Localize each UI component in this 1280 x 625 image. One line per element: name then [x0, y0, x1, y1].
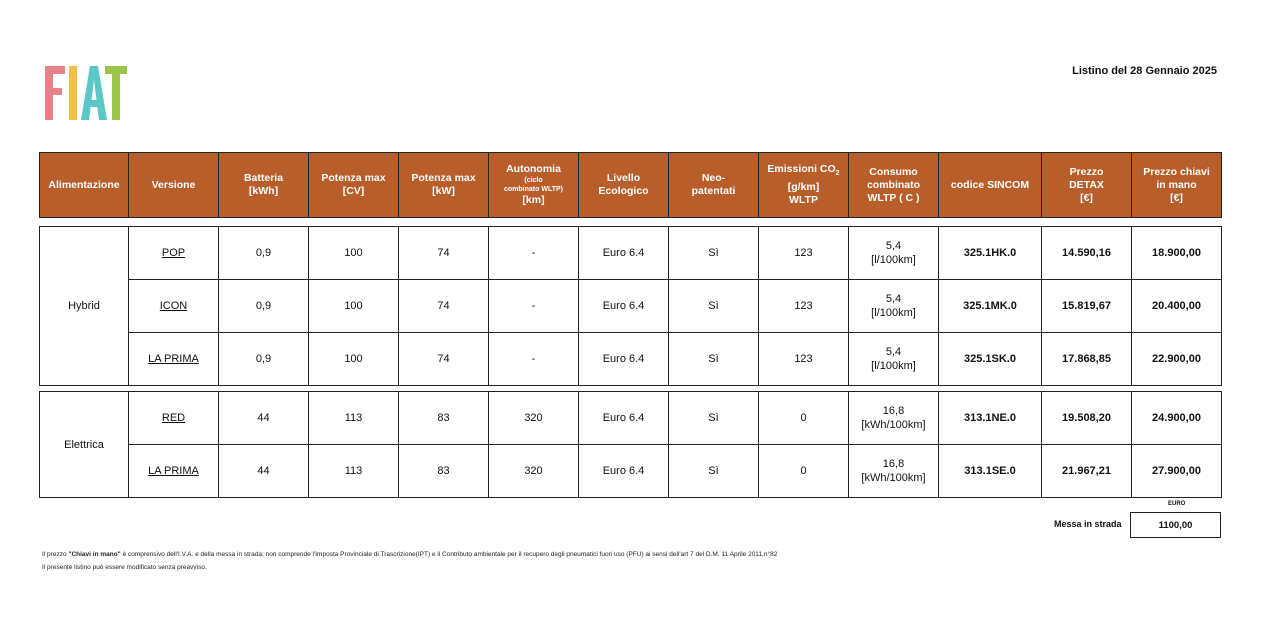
col-versione: Versione	[129, 153, 219, 218]
sincom-cell: 313.1SE.0	[939, 445, 1042, 498]
potenza-cv-cell: 100	[309, 333, 399, 386]
consumo-cell: 16,8 [kWh/100km]	[849, 445, 939, 498]
emissioni-cell: 123	[759, 333, 849, 386]
messa-in-strada-label: Messa in strada	[1054, 519, 1122, 529]
euro-label: EURO	[1168, 501, 1186, 507]
autonomia-cell: 320	[489, 445, 579, 498]
col-neopatentati: Neo- patentati	[669, 153, 759, 218]
chiavi-cell: 18.900,00	[1132, 227, 1222, 280]
messa-in-strada-value: 1100,00	[1130, 512, 1221, 538]
livello-cell: Euro 6.4	[579, 392, 669, 445]
livello-cell: Euro 6.4	[579, 445, 669, 498]
col-batteria: Batteria [kWh]	[219, 153, 309, 218]
neopatentati-cell: Sì	[669, 227, 759, 280]
chiavi-cell: 20.400,00	[1132, 280, 1222, 333]
potenza-kw-cell: 74	[399, 280, 489, 333]
listino-date: Listino del 28 Gennaio 2025	[1072, 65, 1217, 77]
consumo-cell: 16,8 [kWh/100km]	[849, 392, 939, 445]
consumo-cell: 5,4 [l/100km]	[849, 333, 939, 386]
versione-link[interactable]: ICON	[129, 280, 219, 333]
col-autonomia: Autonomia (ciclo combinato WLTP) [km]	[489, 153, 579, 218]
versione-link[interactable]: LA PRIMA	[129, 333, 219, 386]
footnote-disclaimer: Il presente listino può essere modificato senza preavviso.	[42, 564, 207, 571]
neopatentati-cell: Sì	[669, 333, 759, 386]
chiavi-cell: 24.900,00	[1132, 392, 1222, 445]
potenza-cv-cell: 100	[309, 227, 399, 280]
price-table-header	[39, 152, 1222, 218]
versione-link[interactable]: LA PRIMA	[129, 445, 219, 498]
sincom-cell: 313.1NE.0	[939, 392, 1042, 445]
autonomia-cell: 320	[489, 392, 579, 445]
table-row	[40, 227, 1222, 280]
detax-cell: 15.819,67	[1042, 280, 1132, 333]
autonomia-cell: -	[489, 333, 579, 386]
sincom-cell: 325.1HK.0	[939, 227, 1042, 280]
table-row	[40, 445, 1222, 498]
versione-link[interactable]: RED	[129, 392, 219, 445]
sincom-cell: 325.1SK.0	[939, 333, 1042, 386]
elettrica-table	[39, 391, 1222, 498]
fiat-logo	[45, 66, 127, 120]
batteria-cell: 44	[219, 445, 309, 498]
col-sincom: codice SINCOM	[939, 153, 1042, 218]
batteria-cell: 0,9	[219, 227, 309, 280]
col-consumo: Consumo combinato WLTP ( C )	[849, 153, 939, 218]
livello-cell: Euro 6.4	[579, 227, 669, 280]
potenza-kw-cell: 74	[399, 227, 489, 280]
sincom-cell: 325.1MK.0	[939, 280, 1042, 333]
detax-cell: 19.508,20	[1042, 392, 1132, 445]
detax-cell: 17.868,85	[1042, 333, 1132, 386]
batteria-cell: 44	[219, 392, 309, 445]
col-alimentazione: Alimentazione	[40, 153, 129, 218]
col-livello-ecologico: Livello Ecologico	[579, 153, 669, 218]
livello-cell: Euro 6.4	[579, 333, 669, 386]
emissioni-cell: 0	[759, 445, 849, 498]
table-row	[40, 280, 1222, 333]
emissioni-cell: 123	[759, 227, 849, 280]
detax-cell: 21.967,21	[1042, 445, 1132, 498]
alimentazione-cell: Hybrid	[40, 227, 129, 386]
detax-cell: 14.590,16	[1042, 227, 1132, 280]
potenza-kw-cell: 83	[399, 392, 489, 445]
potenza-cv-cell: 113	[309, 445, 399, 498]
potenza-cv-cell: 113	[309, 392, 399, 445]
chiavi-cell: 27.900,00	[1132, 445, 1222, 498]
footnote-price: Il prezzo "Chiavi in mano" è comprensivo dell'I.V.A. e della messa in strada; non comprende l'Imposta Provinciale di Trascrizione(IPT) e il Contributo ambientale per il recupero degli pneumatici fuori uso (PFU) ai sensi dell'art 7 del D.M. 11 Aprile 2011,n°82	[42, 551, 778, 558]
batteria-cell: 0,9	[219, 333, 309, 386]
livello-cell: Euro 6.4	[579, 280, 669, 333]
col-emissioni: Emissioni $CO_2$ [g/km] WLTP	[759, 153, 849, 218]
table-row	[40, 392, 1222, 445]
potenza-cv-cell: 100	[309, 280, 399, 333]
emissioni-cell: 123	[759, 280, 849, 333]
chiavi-cell: 22.900,00	[1132, 333, 1222, 386]
consumo-cell: 5,4 [l/100km]	[849, 280, 939, 333]
neopatentati-cell: Sì	[669, 280, 759, 333]
autonomia-cell: -	[489, 280, 579, 333]
autonomia-cell: -	[489, 227, 579, 280]
versione-link[interactable]: POP	[129, 227, 219, 280]
col-prezzo-detax: Prezzo DETAX [€]	[1042, 153, 1132, 218]
alimentazione-cell: Elettrica	[40, 392, 129, 498]
neopatentati-cell: Sì	[669, 392, 759, 445]
potenza-kw-cell: 83	[399, 445, 489, 498]
col-potenza-cv: Potenza max [CV]	[309, 153, 399, 218]
col-prezzo-chiavi: Prezzo chiavi in mano [€]	[1132, 153, 1222, 218]
col-potenza-kw: Potenza max [kW]	[399, 153, 489, 218]
batteria-cell: 0,9	[219, 280, 309, 333]
table-row	[40, 333, 1222, 386]
consumo-cell: 5,4 [l/100km]	[849, 227, 939, 280]
neopatentati-cell: Sì	[669, 445, 759, 498]
potenza-kw-cell: 74	[399, 333, 489, 386]
emissioni-cell: 0	[759, 392, 849, 445]
hybrid-table	[39, 226, 1222, 386]
